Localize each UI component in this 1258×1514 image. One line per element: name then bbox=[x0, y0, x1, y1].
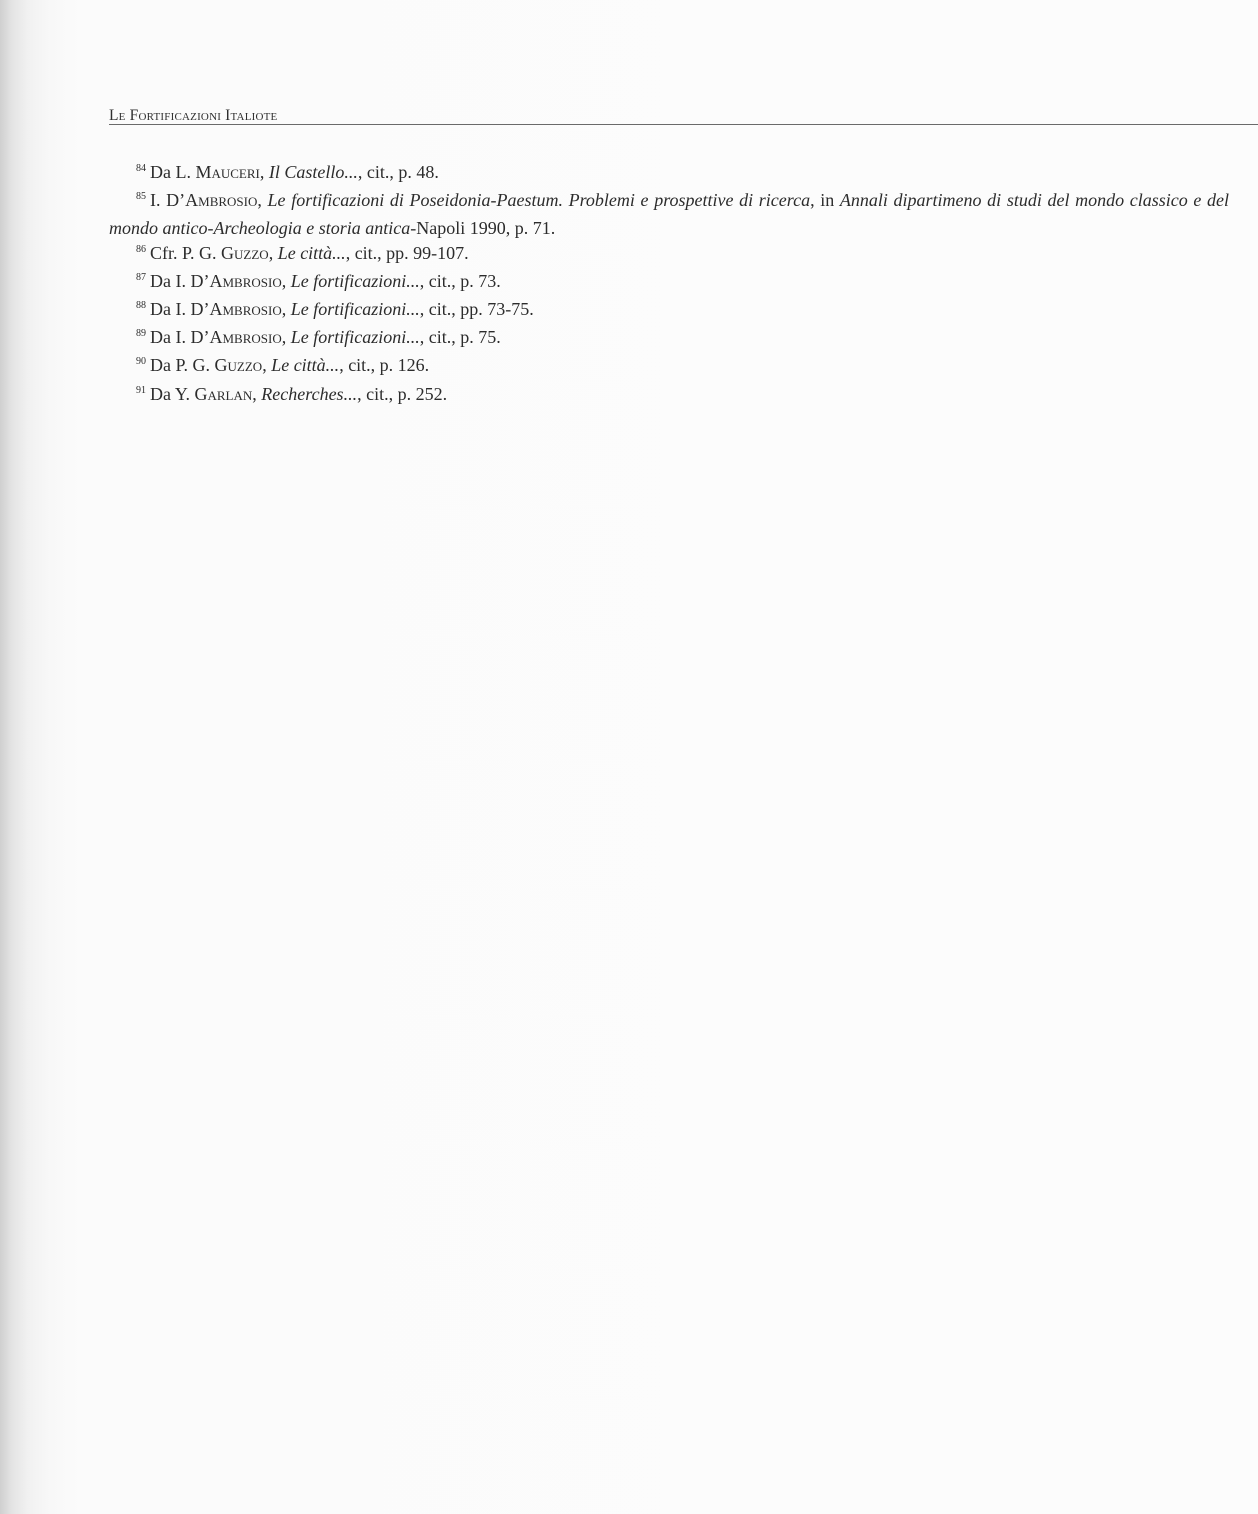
footnote-text: Da Y. bbox=[150, 383, 195, 404]
footnote bbox=[109, 353, 1229, 381]
footnote-author: Mauceri bbox=[195, 162, 260, 182]
footnote-text: , cit., p. 75. bbox=[419, 327, 501, 348]
footnote-author: Ambrosio bbox=[209, 327, 282, 348]
footnote-number: 88 bbox=[136, 300, 146, 312]
footnote-number: 86 bbox=[136, 243, 146, 255]
footnote-text: , bbox=[257, 190, 268, 211]
footnote-author: Garlan bbox=[194, 383, 253, 404]
footnote-text: , cit., p. 126. bbox=[339, 355, 430, 376]
footnote-text: Cfr. P. G. bbox=[150, 242, 222, 263]
footnote-text: I. D’ bbox=[150, 190, 186, 211]
footnote bbox=[109, 241, 1229, 269]
footnote-text: , in bbox=[810, 190, 840, 211]
footnote bbox=[109, 188, 1229, 240]
footnote-text: , cit., p. 252. bbox=[357, 383, 448, 404]
footnote-title: Le città... bbox=[277, 242, 346, 263]
footnote-number: 91 bbox=[136, 384, 146, 396]
footnote-author: Ambrosio bbox=[185, 190, 258, 211]
footnote-title: Il Castello... bbox=[268, 162, 358, 182]
footnote-text: , bbox=[252, 383, 262, 404]
footnote-journal: Annali dipartimeno di studi del mondo classico e del mondo antico-Archeologia e storia antica bbox=[109, 190, 1230, 239]
footnote-author: Guzzo bbox=[221, 242, 269, 263]
footnote-text: , bbox=[281, 299, 291, 320]
footnote-text: Da P. G. bbox=[150, 355, 215, 376]
footnote-title: Le fortificazioni di Poseidonia-Paestum. Problemi e prospettive di ricerca bbox=[267, 190, 811, 211]
footnote-text: , cit., pp. 99-107. bbox=[345, 242, 469, 263]
running-head-title: Le Fortificazioni Italiote bbox=[109, 107, 278, 124]
footnote bbox=[109, 160, 1229, 188]
footnote-title: Recherches... bbox=[261, 383, 358, 404]
footnote-text: , bbox=[259, 162, 269, 182]
footnote-title: Le fortificazioni... bbox=[290, 299, 420, 320]
running-head bbox=[109, 106, 1258, 125]
footnote-author: Ambrosio bbox=[209, 270, 282, 291]
footnote-text: Da I. D’ bbox=[150, 299, 210, 320]
footnote-text: , bbox=[262, 355, 272, 376]
footnote-author: Ambrosio bbox=[209, 299, 282, 320]
footnotes bbox=[109, 160, 1229, 410]
footnote-text: , bbox=[281, 327, 291, 348]
footnote bbox=[109, 269, 1229, 297]
footnote-text: , bbox=[268, 242, 278, 263]
footnote-title: Le città... bbox=[271, 355, 340, 376]
footnote-text: Da I. D’ bbox=[150, 327, 210, 348]
footnote-title: Le fortificazioni... bbox=[290, 327, 420, 348]
footnote-title: Le fortificazioni... bbox=[290, 270, 420, 291]
footnote-text: -Napoli 1990, p. 71. bbox=[410, 218, 556, 239]
footnote-number: 90 bbox=[136, 356, 146, 368]
footnote-text: , cit., p. 48. bbox=[357, 162, 439, 182]
footnote bbox=[109, 325, 1229, 353]
footnote-text: Da L. bbox=[150, 162, 196, 182]
footnote-author: Guzzo bbox=[214, 355, 263, 376]
footnote-number: 85 bbox=[136, 191, 146, 203]
footnote-number: 84 bbox=[136, 163, 146, 174]
footnote bbox=[109, 297, 1229, 325]
footnote-text: , bbox=[281, 270, 291, 291]
footnote-number: 89 bbox=[136, 328, 146, 340]
footnote-number: 87 bbox=[136, 271, 146, 283]
footnote bbox=[109, 382, 1229, 410]
footnote-text: , cit., p. 73. bbox=[419, 270, 501, 291]
footnote-text: , cit., pp. 73-75. bbox=[419, 299, 534, 320]
footnote-text: Da I. D’ bbox=[150, 270, 210, 291]
